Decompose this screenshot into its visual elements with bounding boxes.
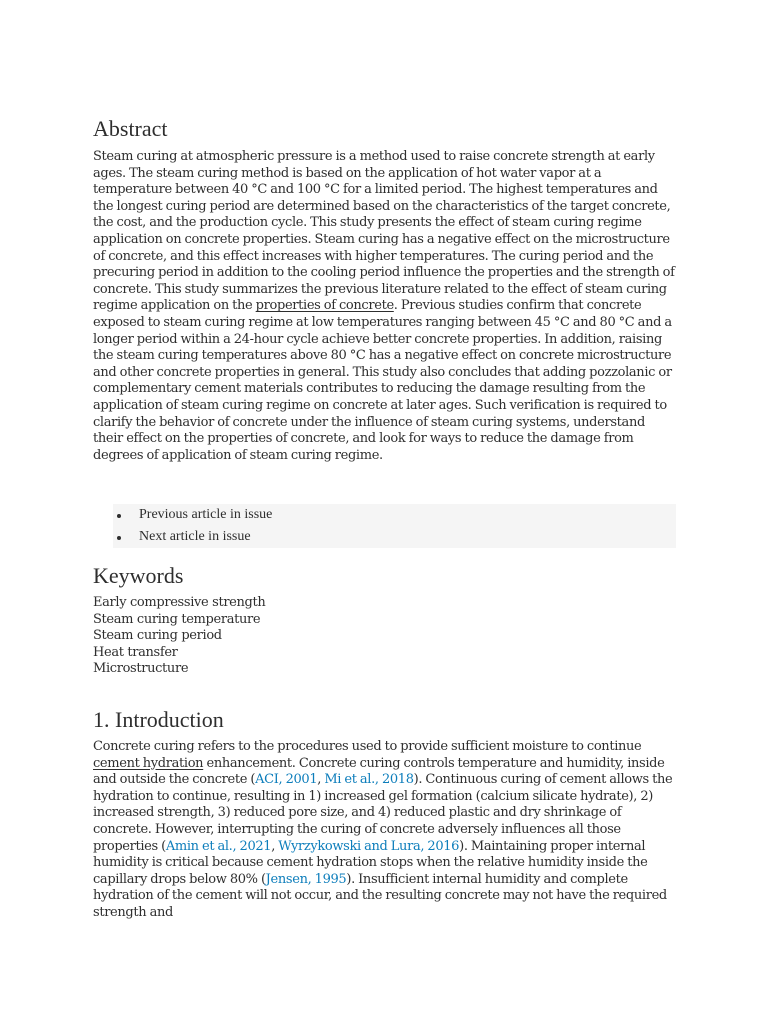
keyword-item: Early compressive strength bbox=[93, 595, 266, 610]
previous-article-label: Previous article in issue bbox=[139, 507, 273, 522]
citation-mi-2018[interactable]: Mi et al., 2018 bbox=[324, 772, 414, 788]
next-article-link[interactable] bbox=[113, 526, 676, 548]
abstract-text-1: Steam curing at atmospheric pressure is a method used to raise concrete strength at early ages. The steam curing method is based on the application of hot water vapor at a temperature between 40 °C and 100 °C for a limited period. The highest temperatures and the longest curing period are determined based on the characteristics of the target concrete, the cost, and the production cycle. This study presents the effect of steam curing regime application on concrete properties. Steam curing has a negative effect on the microstructure of concrete, and this effect increases with higher temperatures. The curing period and the precuring period in addition to the cooling period influence the properties and the strength of concrete. This study summarizes the previous literature related to the effect of steam curing regime application on the bbox=[93, 149, 675, 314]
abstract-text-2: . Previous studies confirm that concrete exposed to steam curing regime at low temperatures ranging between 45 °C and 80 °C and a longer period within a 24-hour cycle achieve better concrete properties. In addition, raising the steam curing temperatures above 80 °C has a negative effect on concrete microstructure and other concrete properties in general. This study also concludes that adding pozzolanic or complementary cement materials contributes to reducing the damage resulting from the application of steam curing regime on concrete at later ages. Such verification is required to clarify the behavior of concrete under the influence of steam curing systems, understand their effect on the properties of concrete, and look for ways to reduce the damage from degrees of application of steam curing regime. bbox=[93, 298, 672, 463]
bullet-icon bbox=[117, 514, 121, 518]
intro-text-5: , bbox=[271, 838, 279, 854]
cement-hydration-link[interactable]: cement hydration bbox=[93, 755, 204, 771]
citation-aci-2001[interactable]: ACI, 2001 bbox=[255, 772, 318, 788]
introduction-paragraph bbox=[93, 739, 676, 922]
intro-text-3: , bbox=[317, 772, 325, 788]
bullet-icon bbox=[117, 536, 121, 540]
abstract-paragraph bbox=[93, 149, 676, 464]
abstract-heading: Abstract bbox=[93, 116, 168, 141]
intro-text-7: ). Insufficient internal humidity and complete hydration of the cement will not occur, and the resulting concrete may not have the required strength and bbox=[93, 871, 667, 920]
next-article-label: Next article in issue bbox=[139, 529, 251, 544]
citation-jensen-1995[interactable]: Jensen, 1995 bbox=[265, 871, 347, 887]
citation-amin-2021[interactable]: Amin et al., 2021 bbox=[165, 838, 272, 854]
keyword-item: Steam curing period bbox=[93, 628, 222, 644]
keyword-item: Heat transfer bbox=[93, 644, 178, 660]
article-navigation bbox=[113, 504, 676, 548]
intro-text-6: ). Maintaining proper internal humidity is critical because cement hydration stops when the relative humidity inside the capillary drops below 80% ( bbox=[93, 838, 648, 887]
properties-of-concrete-link[interactable]: properties of concrete bbox=[255, 298, 394, 314]
keyword-item: Steam curing temperature bbox=[93, 611, 261, 627]
previous-article-link[interactable] bbox=[113, 504, 676, 526]
intro-text-1: Concrete curing refers to the procedures used to provide sufficient moisture to continue bbox=[93, 739, 642, 754]
intro-text-2: enhancement. Concrete curing controls temperature and humidity, inside and outside the concrete ( bbox=[93, 755, 665, 788]
intro-text-4: ). Continuous curing of cement allows the hydration to continue, resulting in 1) increased gel formation (calcium silicate hydrate), 2) increased strength, 3) reduced pore size, and 4) reduced plastic and dry shrinkage of concrete. However, interrupting the curing of concrete adversely influences all those properties ( bbox=[93, 772, 673, 854]
introduction-heading: 1. Introduction bbox=[93, 707, 224, 732]
keywords-heading: Keywords bbox=[93, 563, 184, 588]
keyword-item: Microstructure bbox=[93, 661, 189, 677]
citation-wyrzykowski-2016[interactable]: Wyrzykowski and Lura, 2016 bbox=[278, 838, 460, 854]
keyword-list bbox=[93, 595, 265, 678]
